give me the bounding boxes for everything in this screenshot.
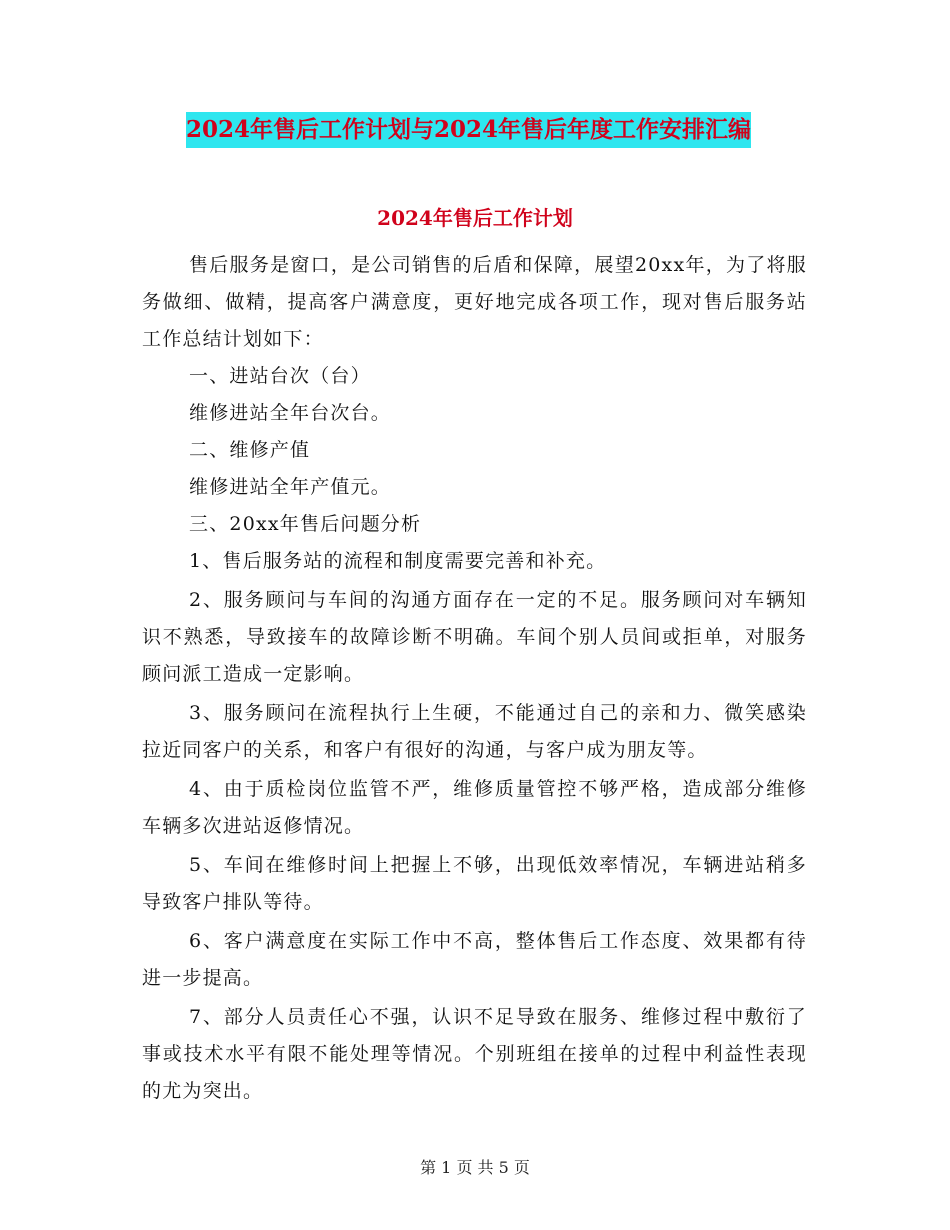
paragraph-intro: 售后服务是窗口，是公司销售的后盾和保障，展望20xx年，为了将服务做细、做精，提高客户满意度，更好地完成各项工作，现对售后服务站工作总结计划如下： <box>142 254 807 350</box>
list-item-3: 3、服务顾问在流程执行上生硬，不能通过自己的亲和力、微笑感染拉近同客户的关系，和客户有很好的沟通，与客户成为朋友等。 <box>142 702 807 761</box>
heading-problem-analysis: 三、20xx年售后问题分析 <box>189 513 422 535</box>
heading-station-visits: 一、进站台次（台） <box>189 365 371 387</box>
list-item-2: 2、服务顾问与车间的沟通方面存在一定的不足。服务顾问对车辆知识不熟悉，导致接车的故障诊断不明确。车间个别人员间或拒单，对服务顾问派工造成一定影响。 <box>142 589 807 685</box>
document-body <box>142 247 807 1110</box>
paragraph-repair-output: 维修进站全年产值元。 <box>189 476 392 498</box>
section-title: 2024年售后工作计划 <box>377 206 573 230</box>
page-footer: 第 1 页 共 5 页 <box>420 1158 530 1177</box>
list-item-6: 6、客户满意度在实际工作中不高，整体售后工作态度、效果都有待进一步提高。 <box>142 930 807 989</box>
list-item-4: 4、由于质检岗位监管不严，维修质量管控不够严格，造成部分维修车辆多次进站返修情况。 <box>142 778 807 837</box>
document-main-title: 2024年售后工作计划与2024年售后年度工作安排汇编 <box>186 112 751 148</box>
list-item-7: 7、部分人员责任心不强，认识不足导致在服务、维修过程中敷衍了事或技术水平有限不能处理等情况。个别班组在接单的过程中利益性表现的尤为突出。 <box>142 1006 807 1102</box>
list-item-1: 1、售后服务站的流程和制度需要完善和补充。 <box>189 550 607 572</box>
heading-repair-output: 二、维修产值 <box>189 439 311 461</box>
list-item-5: 5、车间在维修时间上把握上不够，出现低效率情况，车辆进站稍多导致客户排队等待。 <box>142 854 807 913</box>
paragraph-station-visits: 维修进站全年台次台。 <box>189 402 392 424</box>
